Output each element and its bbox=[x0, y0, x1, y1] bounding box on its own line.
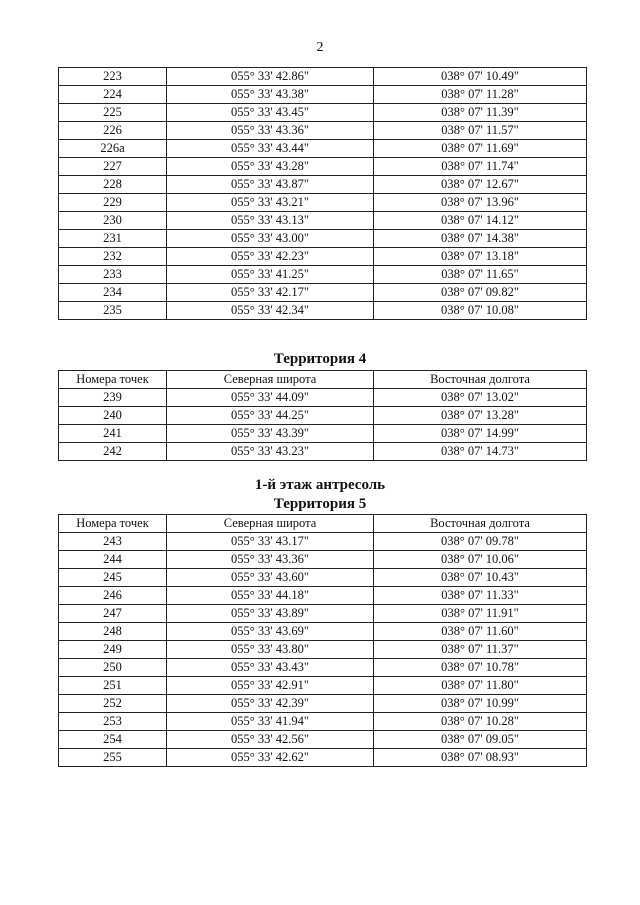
page-number: 2 bbox=[316, 40, 324, 55]
cell-latitude: 055° 33' 43.80" bbox=[167, 641, 374, 659]
cell-latitude: 055° 33' 42.56" bbox=[167, 731, 374, 749]
cell-point-number: 224 bbox=[59, 86, 167, 104]
cell-point-number: 223 bbox=[59, 68, 167, 86]
cell-longitude: 038° 07' 14.12" bbox=[374, 212, 587, 230]
cell-latitude: 055° 33' 43.43" bbox=[167, 659, 374, 677]
cell-latitude: 055° 33' 42.91" bbox=[167, 677, 374, 695]
column-header-longitude: Восточная долгота bbox=[374, 371, 587, 389]
cell-longitude: 038° 07' 10.49" bbox=[374, 68, 587, 86]
cell-point-number: 239 bbox=[59, 389, 167, 407]
cell-point-number: 240 bbox=[59, 407, 167, 425]
table-row bbox=[59, 104, 587, 122]
cell-latitude: 055° 33' 43.89" bbox=[167, 605, 374, 623]
cell-longitude: 038° 07' 11.33" bbox=[374, 587, 587, 605]
cell-point-number: 232 bbox=[59, 248, 167, 266]
coordinates-table-continued bbox=[58, 67, 587, 320]
table-header-row bbox=[59, 515, 587, 533]
cell-longitude: 038° 07' 13.18" bbox=[374, 248, 587, 266]
cell-latitude: 055° 33' 43.00" bbox=[167, 230, 374, 248]
cell-longitude: 038° 07' 13.28" bbox=[374, 407, 587, 425]
cell-longitude: 038° 07' 14.73" bbox=[374, 443, 587, 461]
column-header-point-number: Номера точек bbox=[59, 371, 167, 389]
table-row bbox=[59, 731, 587, 749]
cell-point-number: 231 bbox=[59, 230, 167, 248]
cell-point-number: 234 bbox=[59, 284, 167, 302]
table-row bbox=[59, 284, 587, 302]
cell-latitude: 055° 33' 41.25" bbox=[167, 266, 374, 284]
cell-longitude: 038° 07' 11.74" bbox=[374, 158, 587, 176]
table-row bbox=[59, 587, 587, 605]
table-row bbox=[59, 302, 587, 320]
cell-longitude: 038° 07' 12.67" bbox=[374, 176, 587, 194]
cell-longitude: 038° 07' 14.99" bbox=[374, 425, 587, 443]
cell-latitude: 055° 33' 43.45" bbox=[167, 104, 374, 122]
cell-point-number: 229 bbox=[59, 194, 167, 212]
cell-point-number: 254 bbox=[59, 731, 167, 749]
cell-longitude: 038° 07' 11.37" bbox=[374, 641, 587, 659]
table-row bbox=[59, 140, 587, 158]
cell-latitude: 055° 33' 43.21" bbox=[167, 194, 374, 212]
column-header-latitude: Северная широта bbox=[167, 371, 374, 389]
table-row bbox=[59, 389, 587, 407]
cell-point-number: 233 bbox=[59, 266, 167, 284]
cell-longitude: 038° 07' 11.80" bbox=[374, 677, 587, 695]
cell-point-number: 251 bbox=[59, 677, 167, 695]
table-row bbox=[59, 212, 587, 230]
cell-latitude: 055° 33' 43.87" bbox=[167, 176, 374, 194]
cell-point-number: 243 bbox=[59, 533, 167, 551]
cell-longitude: 038° 07' 11.65" bbox=[374, 266, 587, 284]
cell-point-number: 225 bbox=[59, 104, 167, 122]
table-row bbox=[59, 122, 587, 140]
column-header-point-number: Номера точек bbox=[59, 515, 167, 533]
table-row bbox=[59, 695, 587, 713]
cell-longitude: 038° 07' 13.96" bbox=[374, 194, 587, 212]
cell-point-number: 250 bbox=[59, 659, 167, 677]
table-row bbox=[59, 158, 587, 176]
cell-latitude: 055° 33' 42.39" bbox=[167, 695, 374, 713]
cell-latitude: 055° 33' 42.17" bbox=[167, 284, 374, 302]
table-row bbox=[59, 659, 587, 677]
cell-longitude: 038° 07' 10.06" bbox=[374, 551, 587, 569]
table-row bbox=[59, 425, 587, 443]
table-row bbox=[59, 677, 587, 695]
cell-point-number: 235 bbox=[59, 302, 167, 320]
cell-latitude: 055° 33' 43.44" bbox=[167, 140, 374, 158]
cell-latitude: 055° 33' 44.18" bbox=[167, 587, 374, 605]
table-row bbox=[59, 641, 587, 659]
table-row bbox=[59, 266, 587, 284]
floor-heading: 1-й этаж антресоль bbox=[254, 477, 386, 493]
table-header-row bbox=[59, 371, 587, 389]
table-row bbox=[59, 86, 587, 104]
table-row bbox=[59, 749, 587, 767]
cell-longitude: 038° 07' 11.39" bbox=[374, 104, 587, 122]
cell-longitude: 038° 07' 08.93" bbox=[374, 749, 587, 767]
cell-point-number: 244 bbox=[59, 551, 167, 569]
cell-point-number: 226а bbox=[59, 140, 167, 158]
cell-latitude: 055° 33' 41.94" bbox=[167, 713, 374, 731]
table-row bbox=[59, 713, 587, 731]
table-row bbox=[59, 623, 587, 641]
cell-point-number: 252 bbox=[59, 695, 167, 713]
cell-latitude: 055° 33' 42.86" bbox=[167, 68, 374, 86]
cell-longitude: 038° 07' 10.78" bbox=[374, 659, 587, 677]
cell-point-number: 247 bbox=[59, 605, 167, 623]
cell-longitude: 038° 07' 13.02" bbox=[374, 389, 587, 407]
cell-latitude: 055° 33' 43.38" bbox=[167, 86, 374, 104]
cell-point-number: 227 bbox=[59, 158, 167, 176]
cell-point-number: 245 bbox=[59, 569, 167, 587]
cell-longitude: 038° 07' 10.28" bbox=[374, 713, 587, 731]
cell-point-number: 242 bbox=[59, 443, 167, 461]
cell-point-number: 246 bbox=[59, 587, 167, 605]
cell-longitude: 038° 07' 10.43" bbox=[374, 569, 587, 587]
cell-latitude: 055° 33' 43.23" bbox=[167, 443, 374, 461]
cell-latitude: 055° 33' 43.36" bbox=[167, 122, 374, 140]
cell-point-number: 228 bbox=[59, 176, 167, 194]
cell-point-number: 230 bbox=[59, 212, 167, 230]
cell-latitude: 055° 33' 44.09" bbox=[167, 389, 374, 407]
cell-latitude: 055° 33' 42.34" bbox=[167, 302, 374, 320]
cell-longitude: 038° 07' 10.99" bbox=[374, 695, 587, 713]
cell-point-number: 248 bbox=[59, 623, 167, 641]
cell-latitude: 055° 33' 43.36" bbox=[167, 551, 374, 569]
cell-latitude: 055° 33' 42.62" bbox=[167, 749, 374, 767]
cell-longitude: 038° 07' 11.91" bbox=[374, 605, 587, 623]
cell-latitude: 055° 33' 43.60" bbox=[167, 569, 374, 587]
cell-point-number: 241 bbox=[59, 425, 167, 443]
cell-point-number: 253 bbox=[59, 713, 167, 731]
cell-longitude: 038° 07' 09.78" bbox=[374, 533, 587, 551]
cell-longitude: 038° 07' 09.82" bbox=[374, 284, 587, 302]
table-row bbox=[59, 68, 587, 86]
cell-point-number: 255 bbox=[59, 749, 167, 767]
table-row bbox=[59, 176, 587, 194]
territory-5-title: Территория 5 bbox=[273, 496, 367, 512]
territory-4-title: Территория 4 bbox=[273, 351, 367, 367]
cell-longitude: 038° 07' 11.69" bbox=[374, 140, 587, 158]
cell-point-number: 226 bbox=[59, 122, 167, 140]
table-row bbox=[59, 443, 587, 461]
cell-longitude: 038° 07' 11.28" bbox=[374, 86, 587, 104]
cell-longitude: 038° 07' 09.05" bbox=[374, 731, 587, 749]
table-row bbox=[59, 230, 587, 248]
cell-latitude: 055° 33' 43.13" bbox=[167, 212, 374, 230]
cell-latitude: 055° 33' 42.23" bbox=[167, 248, 374, 266]
cell-latitude: 055° 33' 43.17" bbox=[167, 533, 374, 551]
cell-longitude: 038° 07' 14.38" bbox=[374, 230, 587, 248]
column-header-latitude: Северная широта bbox=[167, 515, 374, 533]
cell-longitude: 038° 07' 11.60" bbox=[374, 623, 587, 641]
cell-latitude: 055° 33' 43.69" bbox=[167, 623, 374, 641]
column-header-longitude: Восточная долгота bbox=[374, 515, 587, 533]
table-row bbox=[59, 569, 587, 587]
cell-latitude: 055° 33' 43.39" bbox=[167, 425, 374, 443]
cell-latitude: 055° 33' 44.25" bbox=[167, 407, 374, 425]
table-row bbox=[59, 533, 587, 551]
table-row bbox=[59, 194, 587, 212]
territory-4-table bbox=[58, 370, 587, 461]
table-row bbox=[59, 407, 587, 425]
table-row bbox=[59, 551, 587, 569]
cell-longitude: 038° 07' 10.08" bbox=[374, 302, 587, 320]
cell-longitude: 038° 07' 11.57" bbox=[374, 122, 587, 140]
cell-point-number: 249 bbox=[59, 641, 167, 659]
cell-latitude: 055° 33' 43.28" bbox=[167, 158, 374, 176]
table-row bbox=[59, 605, 587, 623]
territory-5-table bbox=[58, 514, 587, 767]
table-row bbox=[59, 248, 587, 266]
